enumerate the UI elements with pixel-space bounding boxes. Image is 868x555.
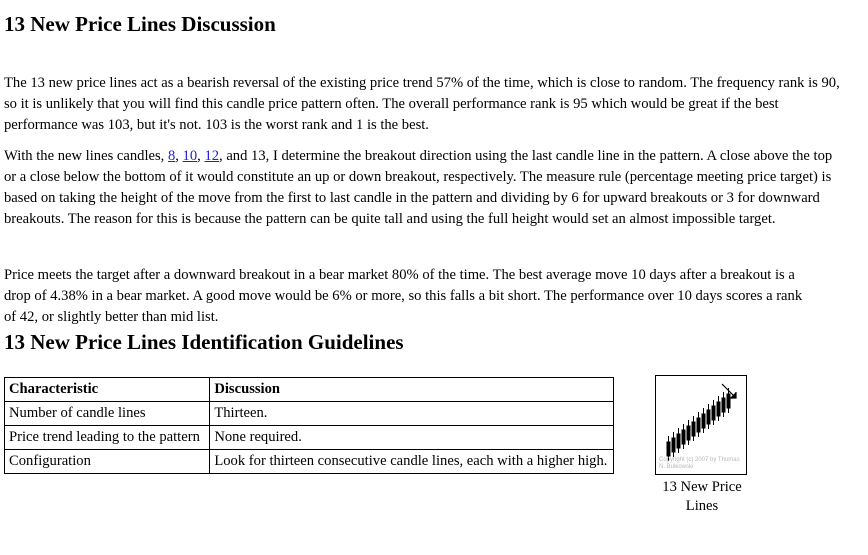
table-cell-discussion: Look for thirteen consecutive candle lines, each with a higher high. [210,450,614,474]
table-row [5,402,614,426]
paragraph-text-tail: , and 13, I determine the breakout direction using the last candle line in the pattern. A close above the top or a close below the bottom of it would constitute an up or down breakout, respectively. The measure rule (percentage meeting price target) is based on taking the height of the move from the first to last candle in the pattern and dividing by 6 for upward breakouts or 3 for downward breakouts. The reason for this is because the pattern can be quite tall and using the full height would set an almost impossible target. [4,147,833,227]
table-header-discussion: Discussion [210,378,614,402]
paragraph-performance: Price meets the target after a downward breakout in a bear market 80% of the time. The best average move 10 days after a breakout is a drop of 4.38% in a bear market. A good move would be 6% or more, so this falls a bit short. The performance over 10 days scores a rank of 42, or slightly better than mid list. [4,266,803,325]
table-cell-characteristic: Price trend leading to the pattern [5,426,210,450]
link-8-new-price-lines[interactable]: 8 [167,147,176,164]
pattern-figure [655,375,749,516]
figure-caption: 13 New Price Lines [662,479,742,514]
table-cell-characteristic: Number of candle lines [5,402,210,426]
table-header-characteristic: Characteristic [5,378,210,402]
paragraph-breakout-rules [4,146,846,230]
separator-1: , [175,147,183,164]
pattern-figure-box [655,375,747,475]
link-10-new-price-lines[interactable]: 10 [182,147,198,164]
table-header-row [5,378,614,402]
table-cell-characteristic: Configuration [5,450,210,474]
table-cell-discussion: Thirteen. [210,402,614,426]
figure-copyright: Copyright (c) 2007 by Thomas N. Bulkowski [659,457,740,470]
page-title-discussion: 13 New Price Lines Discussion [4,12,276,36]
paragraph-text-lead: With the new lines candles, [4,147,168,164]
table-cell-discussion: None required. [210,426,614,450]
link-12-new-price-lines[interactable]: 12 [204,147,220,164]
page-title-guidelines: 13 New Price Lines Identification Guidelines [4,330,404,354]
table-row [5,426,614,450]
paragraph-overview: The 13 new price lines act as a bearish reversal of the existing price trend 57% of the time, which is close to random. The frequency rank is 90, so it is unlikely that you will find this candle price pattern often. The overall performance rank is 95 which would be great if the best performance was 103, but it's not. 103 is the worst rank and 1 is the best. [4,74,840,133]
table-row [5,450,614,474]
identification-guidelines-table [4,377,614,474]
separator-2: , [197,147,205,164]
